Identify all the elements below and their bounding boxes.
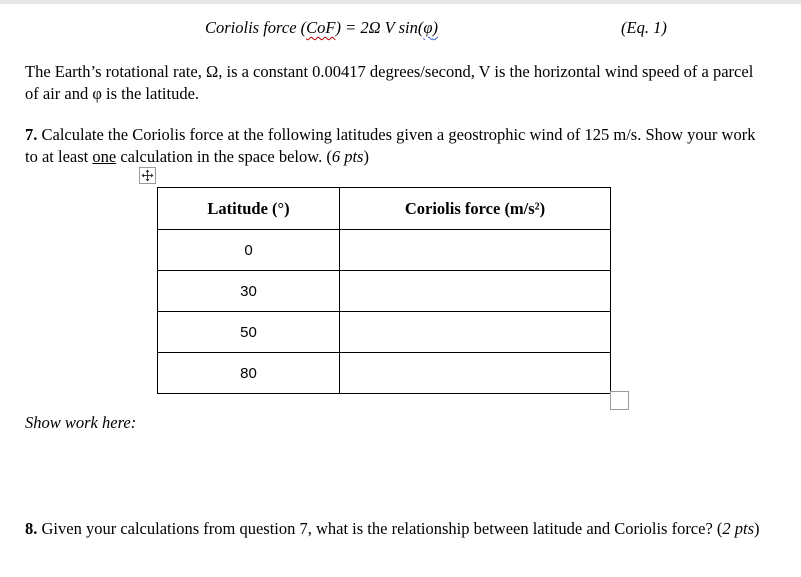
equation-label: (Eq. 1) <box>621 18 667 37</box>
question-8-text: Given your calculations from question 7, what is the relationship between latitude and Coriolis force? ( <box>37 519 723 538</box>
equation-line <box>0 18 801 40</box>
coriolis-answer-cell[interactable] <box>340 230 611 271</box>
question-7-paragraph[interactable] <box>25 124 765 168</box>
latitude-cell[interactable]: 50 <box>158 312 340 353</box>
table-header-row <box>158 188 611 230</box>
latitude-cell[interactable]: 0 <box>158 230 340 271</box>
equation-middle: ) = 2Ω V sin( <box>335 18 424 37</box>
equation-prefix: Coriolis force ( <box>205 18 307 37</box>
latitude-cell[interactable]: 30 <box>158 271 340 312</box>
question-8-number: 8. <box>25 519 38 538</box>
question-8-points: 2 pts <box>722 519 755 538</box>
equation-suffix: ) <box>432 18 438 37</box>
equation-cof-abbrev[interactable]: CoF <box>306 18 336 37</box>
table-row <box>158 353 611 394</box>
show-work-label: Show work here: <box>25 413 137 432</box>
coriolis-answer-cell[interactable] <box>340 312 611 353</box>
window-top-bar <box>0 0 801 4</box>
question-7-underlined: one <box>92 147 117 166</box>
equation-phi-group[interactable] <box>423 18 438 37</box>
question-7-number: 7. <box>25 125 38 144</box>
header-coriolis-force[interactable]: Coriolis force (m/s²) <box>340 188 611 230</box>
coriolis-table <box>157 187 611 394</box>
question-8-close: ) <box>754 519 760 538</box>
latitude-cell[interactable]: 80 <box>158 353 340 394</box>
table-row <box>158 312 611 353</box>
equation-phi: φ <box>423 18 433 37</box>
intro-text: The Earth’s rotational rate, Ω, is a constant 0.00417 degrees/second, V is the horizontal wind speed of a parcel of air and φ is the latitude. <box>25 62 754 103</box>
coriolis-answer-cell[interactable] <box>340 271 611 312</box>
header-latitude[interactable]: Latitude (°) <box>158 188 340 230</box>
intro-paragraph[interactable] <box>25 61 765 105</box>
question-7-close: ) <box>363 147 369 166</box>
question-7-points: 6 pts <box>331 147 364 166</box>
question-8-paragraph[interactable] <box>25 518 765 540</box>
equation-formula <box>205 18 438 38</box>
question-7-text-b: calculation in the space below. ( <box>116 147 332 166</box>
table-row <box>158 271 611 312</box>
move-arrows-icon <box>141 169 154 182</box>
table-row <box>158 230 611 271</box>
question-7-text-a: Calculate the Coriolis force at the following latitudes given a geostrophic wind of 125 m/s. Show your work to at least <box>25 125 756 166</box>
table-move-handle[interactable] <box>139 167 156 184</box>
table-resize-handle[interactable] <box>610 391 629 410</box>
coriolis-answer-cell[interactable] <box>340 353 611 394</box>
